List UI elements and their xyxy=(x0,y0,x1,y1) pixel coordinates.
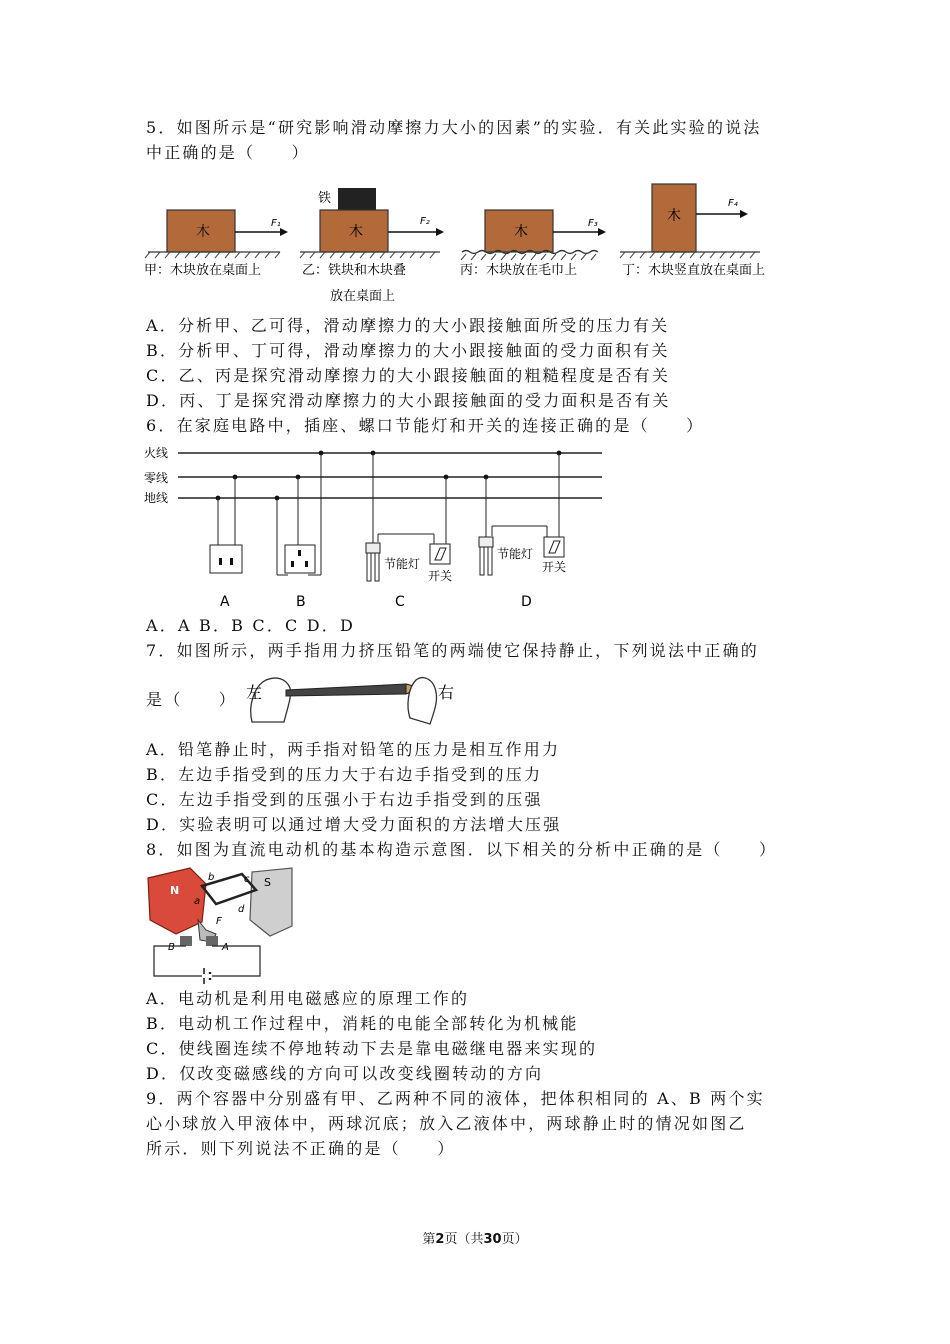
q6-answer-line: A．A B．B C．C D．D xyxy=(146,616,356,635)
caption-yi-line2: 放在桌面上 xyxy=(330,289,396,304)
q6-circuit-figure xyxy=(140,440,610,615)
neutral-wire-label: 零线 xyxy=(144,471,169,485)
brush-a-label: A xyxy=(222,942,229,953)
outlet-a xyxy=(210,545,242,573)
q6-stem: 6．在家庭电路中，插座、螺口节能灯和开关的连接正确的是（ ） xyxy=(146,416,705,435)
q5-panel-yi xyxy=(300,188,444,304)
q5-panel-ding xyxy=(620,184,765,278)
q7-stem-line2: 是（ ） xyxy=(146,690,238,709)
q5-panel-bing xyxy=(460,210,606,278)
q8-option-c: C．使线圈连续不停地转动下去是靠电磁继电器来实现的 xyxy=(146,1039,598,1058)
q8-stem: 8．如图为直流电动机的基本构造示意图．以下相关的分析中正确的是（ ） xyxy=(146,840,778,859)
coil-a-label: a xyxy=(194,896,201,907)
force-label-f3: F₃ xyxy=(588,218,598,229)
q7-option-b: B．左边手指受到的压力大于右边手指受到的压力 xyxy=(146,765,543,784)
q5-stem-line2: 中正确的是（ ） xyxy=(146,143,310,162)
coil-d-label: d xyxy=(238,904,245,915)
q8-motor-figure xyxy=(146,864,296,984)
lamp-base-d xyxy=(479,537,493,547)
q7-pencil-figure xyxy=(244,666,464,728)
switch-c xyxy=(430,544,450,564)
caption-ding: 丁：木块竖直放在桌面上 xyxy=(622,263,766,278)
q7-stem-line1: 7．如图所示，两手指用力挤压铅笔的两端使它保持静止，下列说法中正确的 xyxy=(146,641,759,660)
right-thumb xyxy=(408,678,437,724)
label-a: A xyxy=(220,594,230,610)
q9-stem-line1: 9．两个容器中分别盛有甲、乙两种不同的液体，把体积相同的 A、B 两个实 xyxy=(146,1089,765,1108)
magnet-s-label: S xyxy=(264,876,271,889)
magnet-s xyxy=(250,868,292,936)
wood-label: 木 xyxy=(667,208,681,224)
circuit-c xyxy=(366,451,452,610)
q5-option-d: D．丙、丁是探究滑动摩擦力的大小跟接触面的受力面积是否有关 xyxy=(146,391,671,410)
force-label-f2: F₂ xyxy=(420,216,430,227)
q5-option-b: B．分析甲、丁可得，滑动摩擦力的大小跟接触面的受力面积有关 xyxy=(146,341,670,360)
caption-jia: 甲：木块放在桌面上 xyxy=(144,263,262,278)
right-label: 右 xyxy=(438,683,455,702)
force-f-label: F xyxy=(216,916,222,927)
label-b: B xyxy=(296,594,306,610)
q8-option-b: B．电动机工作过程中，消耗的电能全部转化为机械能 xyxy=(146,1014,579,1033)
circuit-d xyxy=(479,451,566,610)
q7-option-a: A．铅笔静止时，两手指对铅笔的压力是相互作用力 xyxy=(146,740,561,759)
brush-b xyxy=(180,936,192,946)
force-label-f4: F₄ xyxy=(728,198,738,209)
q5-panel-jia xyxy=(144,210,288,278)
iron-block xyxy=(338,188,376,210)
brush-b-label: B xyxy=(168,942,175,953)
q7-option-d: D．实验表明可以通过增大受力面积的方法增大压强 xyxy=(146,815,562,834)
wood-label: 木 xyxy=(196,224,210,240)
left-label: 左 xyxy=(246,683,263,702)
footer-suffix: 页） xyxy=(501,1232,528,1247)
q9-stem-line3: 所示．则下列说法不正确的是（ ） xyxy=(146,1139,456,1158)
magnet-n-label: N xyxy=(170,884,180,897)
footer-prefix: 第 xyxy=(422,1232,436,1247)
q7-option-c: C．左边手指受到的压强小于右边手指受到的压强 xyxy=(146,790,543,809)
coil-b-label: b xyxy=(208,872,215,883)
page-footer xyxy=(0,1228,950,1247)
q8-option-d: D．仅改变磁感线的方向可以改变线圈转动的方向 xyxy=(146,1064,544,1083)
q5-option-a: A．分析甲、乙可得，滑动摩擦力的大小跟接触面所受的压力有关 xyxy=(146,316,670,335)
switch-label-c: 开关 xyxy=(428,569,453,583)
footer-total-pages: 30 xyxy=(483,1232,502,1247)
pencil xyxy=(286,684,420,696)
q8-option-a: A．电动机是利用电磁感应的原理工作的 xyxy=(146,989,470,1008)
outlet-b xyxy=(285,545,315,573)
label-c: C xyxy=(395,594,405,610)
wood-label: 木 xyxy=(349,224,363,240)
q5-option-c: C．乙、丙是探究滑动摩擦力的大小跟接触面的粗糙程度是否有关 xyxy=(146,366,671,385)
switch-d xyxy=(544,537,564,557)
coil-c-label: c xyxy=(244,874,250,885)
brush-a xyxy=(206,936,218,946)
circuit-a xyxy=(210,475,242,610)
circuit-b xyxy=(275,451,324,610)
label-d: D xyxy=(521,594,532,610)
footer-page-number: 2 xyxy=(435,1232,445,1247)
lamp-label-c: 节能灯 xyxy=(384,557,421,571)
ground-wire-label: 地线 xyxy=(144,491,169,505)
q5-friction-figure xyxy=(140,180,800,310)
q5-stem-line1: 5．如图所示是“研究影响滑动摩擦力大小的因素”的实验．有关此实验的说法 xyxy=(146,118,762,137)
iron-label: 铁 xyxy=(318,191,332,206)
wood-label: 木 xyxy=(514,224,528,240)
live-wire-label: 火线 xyxy=(144,446,169,460)
caption-yi-line1: 乙：铁块和木块叠 xyxy=(302,263,407,278)
caption-bing: 丙：木块放在毛巾上 xyxy=(460,263,578,278)
q9-stem-line2: 心小球放入甲液体中，两球沉底；放入乙液体中，两球静止时的情况如图乙 xyxy=(146,1114,747,1133)
lamp-base-c xyxy=(366,543,380,553)
switch-label-d: 开关 xyxy=(542,560,567,574)
force-label-f1: F₁ xyxy=(271,218,281,229)
lamp-label-d: 节能灯 xyxy=(497,547,534,561)
footer-mid: 页（共 xyxy=(444,1232,484,1247)
